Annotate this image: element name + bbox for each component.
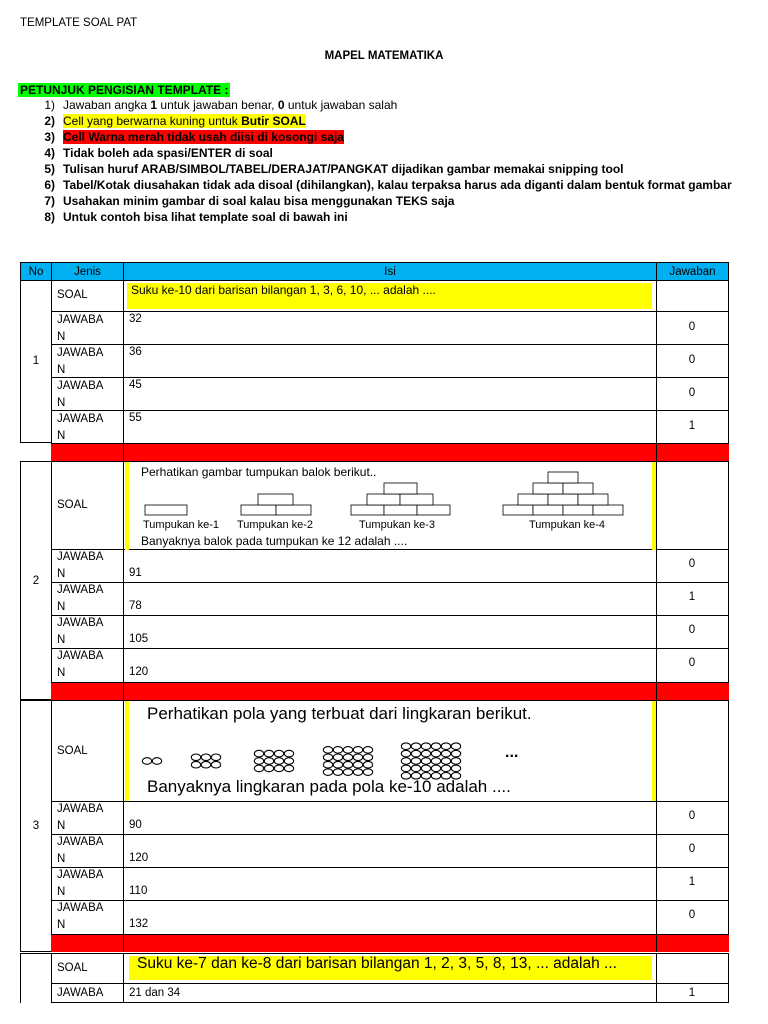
answer-value[interactable]: 0 <box>656 900 729 935</box>
circle <box>284 765 293 772</box>
answer-value[interactable]: 0 <box>656 549 729 583</box>
circle <box>323 747 332 754</box>
question-text: Banyaknya lingkaran pada pola ke-10 adalah .... <box>147 777 511 796</box>
option-text[interactable]: 21 dan 34 <box>123 983 657 1003</box>
question-text: Suku ke-7 dan ke-8 dari barisan bilangan 1, 2, 3, 5, 8, 13, ... adalah ... <box>129 956 652 980</box>
row-type: JAWABA N <box>51 582 124 616</box>
circle-pattern-1 <box>142 758 161 765</box>
circle <box>201 761 210 768</box>
header-jenis: Jenis <box>51 262 124 281</box>
circle-pattern-2 <box>191 754 220 768</box>
option-text[interactable]: 32 <box>123 311 657 345</box>
circle <box>421 765 430 772</box>
option-text[interactable]: 36 <box>123 344 657 378</box>
circle <box>401 765 410 772</box>
option-text[interactable]: 78 <box>123 582 657 616</box>
circle <box>142 758 151 765</box>
circle <box>421 750 430 757</box>
answer-cell[interactable] <box>656 700 729 802</box>
separator-row <box>51 683 729 701</box>
question-number: 1 <box>20 280 52 443</box>
question-cell[interactable] <box>123 953 657 984</box>
block-stack-1 <box>145 505 187 515</box>
circle <box>431 750 440 757</box>
circle <box>401 743 410 750</box>
stack-label: Tumpukan ke-1 <box>143 519 220 531</box>
circle <box>254 758 263 765</box>
circle <box>441 750 450 757</box>
row-type: JAWABA N <box>51 410 124 444</box>
circle <box>343 769 352 776</box>
answer-value[interactable]: 1 <box>656 983 729 1003</box>
instruction-list <box>20 97 750 225</box>
option-text[interactable]: 105 <box>123 615 657 649</box>
option-text[interactable]: 55 <box>123 410 657 444</box>
question-cell[interactable] <box>123 280 657 312</box>
answer-value[interactable]: 1 <box>656 582 729 616</box>
circle <box>363 754 372 761</box>
circle <box>333 761 342 768</box>
ellipsis: ... <box>505 744 519 761</box>
circle <box>323 769 332 776</box>
question-text: Perhatikan gambar tumpukan balok berikut.. <box>141 465 377 479</box>
block-stack-2 <box>241 494 311 515</box>
circle <box>421 743 430 750</box>
circle-pattern-3 <box>254 750 293 771</box>
circle <box>254 765 263 772</box>
circle <box>451 758 460 765</box>
answer-value[interactable]: 0 <box>656 834 729 868</box>
instruction-item: 4) Tidak boleh ada spasi/ENTER di soal <box>44 146 273 160</box>
option-text[interactable]: 90 <box>123 801 657 835</box>
header-jawaban: Jawaban <box>656 262 729 281</box>
answer-cell[interactable] <box>656 461 729 550</box>
answer-value[interactable]: 0 <box>656 801 729 835</box>
answer-value[interactable]: 0 <box>656 377 729 411</box>
circle <box>431 758 440 765</box>
question-cell[interactable] <box>123 700 657 802</box>
circle <box>264 758 273 765</box>
circle <box>333 769 342 776</box>
row-type: JAWABA N <box>51 344 124 378</box>
row-type: JAWABA N <box>51 549 124 583</box>
answer-value[interactable]: 1 <box>656 867 729 901</box>
circle <box>191 761 200 768</box>
circle <box>274 750 283 757</box>
circle <box>333 754 342 761</box>
answer-value[interactable]: 1 <box>656 410 729 444</box>
circle <box>431 743 440 750</box>
option-text[interactable]: 132 <box>123 900 657 935</box>
row-type: JAWABA N <box>51 834 124 868</box>
template-label: TEMPLATE SOAL PAT <box>20 17 138 29</box>
circle <box>431 765 440 772</box>
option-text[interactable]: 45 <box>123 377 657 411</box>
row-type: JAWABA N <box>51 615 124 649</box>
circle <box>211 761 220 768</box>
circle-pattern-5 <box>401 743 460 779</box>
answer-value[interactable]: 0 <box>656 311 729 345</box>
row-type: JAWABA N <box>51 377 124 411</box>
circle <box>284 758 293 765</box>
circle <box>274 758 283 765</box>
circle <box>211 754 220 761</box>
circle <box>451 750 460 757</box>
separator-row <box>51 935 729 952</box>
circle <box>323 761 332 768</box>
circle <box>363 747 372 754</box>
answer-cell[interactable] <box>656 953 729 984</box>
instruction-item: 6) Tabel/Kotak diusahakan tidak ada disoal (dihilangkan), kalau terpaksa harus ada diganti dalam bentuk format gambar <box>44 178 732 192</box>
circle-pattern-4 <box>323 747 372 776</box>
option-text[interactable]: 120 <box>123 834 657 868</box>
row-type: JAWABA <box>51 983 124 1003</box>
separator-row <box>51 444 729 462</box>
instructions-title: PETUNJUK PENGISIAN TEMPLATE : <box>20 83 229 97</box>
circle <box>264 765 273 772</box>
circle <box>363 769 372 776</box>
circle <box>343 761 352 768</box>
circle <box>441 765 450 772</box>
circle <box>343 747 352 754</box>
circle <box>274 765 283 772</box>
row-type: SOAL <box>51 700 124 802</box>
instruction-item: 8) Untuk contoh bisa lihat template soal di bawah ini <box>44 210 348 224</box>
stack-label: Tumpukan ke-3 <box>359 519 436 531</box>
circle <box>201 754 210 761</box>
circle <box>343 754 352 761</box>
instruction-item: 5) Tulisan huruf ARAB/SIMBOL/TABEL/DERAJAT/PANGKAT dijadikan gambar memakai snipping tool <box>44 162 624 176</box>
block-stack-4 <box>503 472 623 515</box>
circle <box>353 761 362 768</box>
circle <box>451 765 460 772</box>
circle <box>421 758 430 765</box>
circle <box>254 750 263 757</box>
answer-value[interactable]: 0 <box>656 615 729 649</box>
stack-label: Tumpukan ke-2 <box>237 519 314 531</box>
circle <box>353 754 362 761</box>
row-type: JAWABA N <box>51 801 124 835</box>
circle <box>152 758 161 765</box>
stack-label: Tumpukan ke-4 <box>529 519 606 531</box>
page-title: MAPEL MATEMATIKA <box>324 50 444 62</box>
circle <box>284 750 293 757</box>
circle <box>401 750 410 757</box>
circle <box>191 754 200 761</box>
row-type: JAWABA N <box>51 648 124 683</box>
option-text[interactable]: 120 <box>123 648 657 683</box>
question-text: Perhatikan pola yang terbuat dari lingkaran berikut. <box>147 704 532 723</box>
question-number: 3 <box>20 700 52 952</box>
circle <box>441 758 450 765</box>
circle <box>353 747 362 754</box>
circle <box>411 758 420 765</box>
row-type: JAWABA N <box>51 900 124 935</box>
instruction-item: 7) Usahakan minim gambar di soal kalau bisa menggunakan TEKS saja <box>44 194 455 208</box>
instruction-item: 2) Cell yang berwarna kuning untuk Butir SOAL <box>44 114 306 128</box>
row-type: SOAL <box>51 953 124 984</box>
option-text[interactable]: 110 <box>123 867 657 901</box>
circle <box>323 754 332 761</box>
answer-cell[interactable] <box>656 280 729 312</box>
header-isi: Isi <box>123 262 657 281</box>
header-no: No <box>20 262 52 281</box>
row-type: SOAL <box>51 461 124 550</box>
circle <box>264 750 273 757</box>
row-type: JAWABA N <box>51 311 124 345</box>
circle <box>411 765 420 772</box>
circle <box>411 743 420 750</box>
option-text[interactable]: 91 <box>123 549 657 583</box>
question-text: Suku ke-10 dari barisan bilangan 1, 3, 6, 10, ... adalah .... <box>127 283 652 309</box>
question-text: Banyaknya balok pada tumpukan ke 12 adalah .... <box>141 534 408 548</box>
circle <box>353 769 362 776</box>
circle <box>411 750 420 757</box>
circle <box>441 743 450 750</box>
row-type: JAWABA N <box>51 867 124 901</box>
question-cell[interactable] <box>123 461 657 550</box>
circle <box>401 758 410 765</box>
answer-value[interactable]: 0 <box>656 648 729 683</box>
block-stack-3 <box>351 483 450 515</box>
circle <box>363 761 372 768</box>
row-type: SOAL <box>51 280 124 312</box>
circle <box>333 747 342 754</box>
circle <box>451 743 460 750</box>
answer-value[interactable]: 0 <box>656 344 729 378</box>
question-number: 2 <box>20 461 52 700</box>
question-number <box>20 953 52 1003</box>
instruction-item: 3) Cell Warna merah tidak usah diisi di kosongi saja <box>44 130 344 144</box>
instruction-item: 1) Jawaban angka 1 untuk jawaban benar, 0 untuk jawaban salah <box>44 98 398 112</box>
